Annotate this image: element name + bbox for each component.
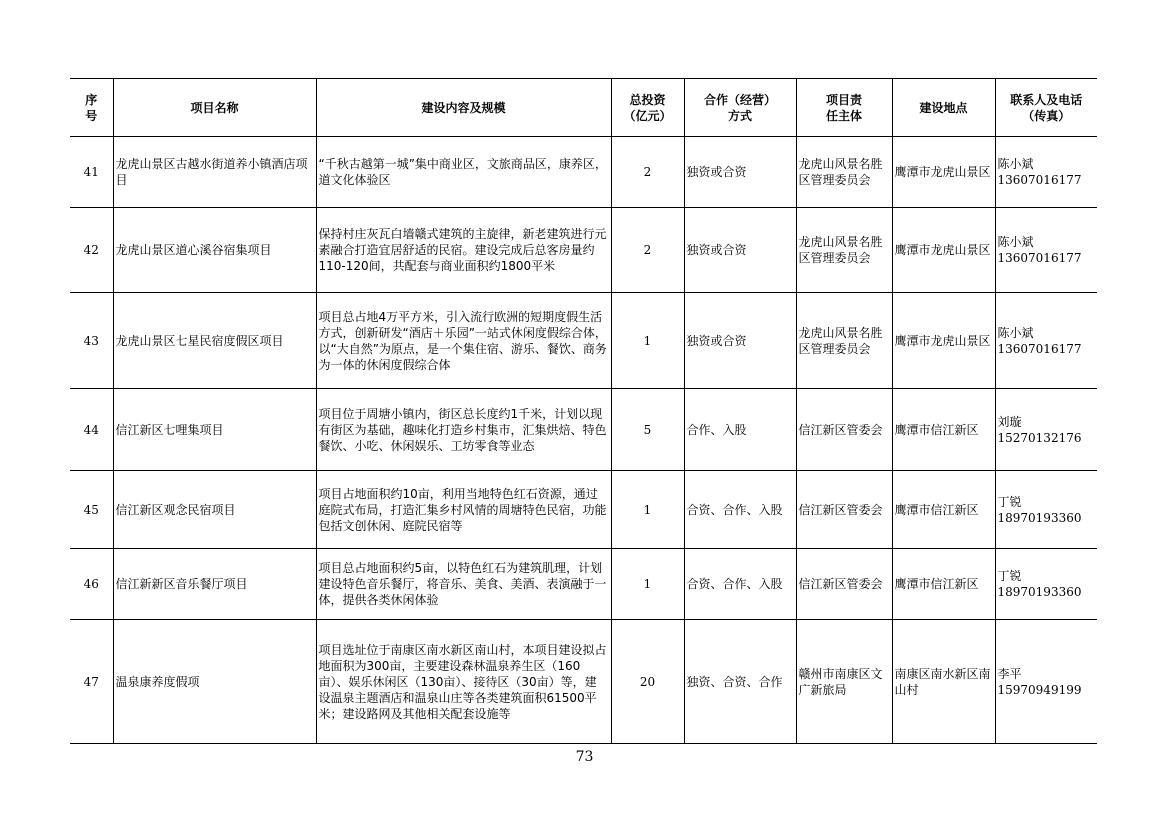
location: 鹰潭市龙虎山景区	[892, 293, 995, 389]
cooperation-mode: 独资、合资、合作	[684, 620, 796, 744]
contact	[995, 293, 1097, 389]
investment: 2	[611, 208, 684, 293]
row-number: 47	[70, 620, 113, 744]
location: 鹰潭市龙虎山景区	[892, 137, 995, 208]
project-content: 保持村庄灰瓦白墙赣式建筑的主旋律，新老建筑进行元素融合打造宜居舒适的民宿。建设完成后总客房量约110-120间，共配套与商业面积约1800平米	[316, 208, 611, 293]
investment: 20	[611, 620, 684, 744]
contact-name: 刘璇	[997, 414, 1022, 429]
location: 鹰潭市龙虎山景区	[892, 208, 995, 293]
responsible-body: 龙虎山风景名胜区管理委员会	[796, 208, 892, 293]
contact-name: 陈小斌	[997, 157, 1034, 171]
contact-name: 丁锐	[997, 494, 1022, 509]
responsible-body: 龙虎山风景名胜区管理委员会	[796, 293, 892, 389]
contact	[995, 389, 1097, 471]
project-name: 信江新区观念民宿项目	[113, 471, 316, 549]
header-content: 建设内容及规模	[316, 79, 611, 137]
header-owner: 项目责 任主体	[796, 79, 892, 137]
table-row	[70, 137, 1097, 208]
project-content: “千秋古越第一城”集中商业区，文旅商品区，康养区，道文化体验区	[316, 137, 611, 208]
header-name: 项目名称	[113, 79, 316, 137]
responsible-body: 信江新区管委会	[796, 471, 892, 549]
contact-phone: 13607016177	[997, 251, 1082, 265]
table-header-row	[70, 79, 1097, 137]
row-number: 43	[70, 293, 113, 389]
responsible-body: 信江新区管委会	[796, 389, 892, 471]
contact	[995, 137, 1097, 208]
project-content: 项目位于周塘小镇内，街区总长度约1千米，计划以现有街区为基础，趣味化打造乡村集市，汇集烘焙、特色餐饮、小吃、休闲娱乐、工坊零食等业态	[316, 389, 611, 471]
table-row	[70, 471, 1097, 549]
row-number: 46	[70, 549, 113, 620]
project-content: 项目占地面积约10亩，利用当地特色红石资源，通过庭院式布局，打造汇集乡村风情的周塘特色民宿，功能包括文创休闲、庭院民宿等	[316, 471, 611, 549]
project-name: 龙虎山景区七星民宿度假区项目	[113, 293, 316, 389]
contact-phone: 15970949199	[997, 682, 1082, 697]
table-row	[70, 293, 1097, 389]
page-number: 73	[575, 749, 594, 765]
cooperation-mode: 独资或合资	[684, 137, 796, 208]
cooperation-mode: 合资、合作、入股	[684, 549, 796, 620]
table-row	[70, 389, 1097, 471]
investment: 1	[611, 293, 684, 389]
cooperation-mode: 合作、入股	[684, 389, 796, 471]
row-number: 44	[70, 389, 113, 471]
cooperation-mode: 独资或合资	[684, 208, 796, 293]
project-name: 龙虎山景区古越水街道养小镇酒店项目	[113, 137, 316, 208]
project-content: 项目总占地4万平方米，引入流行欧洲的短期度假生活方式，创新研发“酒店＋乐园”一站式休闲度假综合体，以“大自然”为原点，是一个集住宿、游乐、餐饮、商务为一体的休闲度假综合体	[316, 293, 611, 389]
header-investment: 总投资 （亿元）	[611, 79, 684, 137]
row-number: 42	[70, 208, 113, 293]
table-row	[70, 208, 1097, 293]
contact	[995, 620, 1097, 744]
project-content: 项目选址位于南康区南水新区南山村，本项目建设拟占地面积为300亩，主要建设森林温泉养生区（160亩）、娱乐休闲区（130亩）、接待区（30亩）等，建设温泉主题酒店和温泉山庄等各类建筑面积61500平米；建设路网及其他相关配套设施等	[316, 620, 611, 744]
row-number: 45	[70, 471, 113, 549]
location: 鹰潭市信江新区	[892, 471, 995, 549]
contact	[995, 471, 1097, 549]
header-contact: 联系人及电话 （传真）	[995, 79, 1097, 137]
contact-name: 陈小斌	[997, 235, 1034, 249]
table-row	[70, 620, 1097, 744]
table-row	[70, 549, 1097, 620]
project-table	[70, 78, 1097, 744]
header-no: 序 号	[70, 79, 113, 137]
responsible-body: 龙虎山风景名胜区管理委员会	[796, 137, 892, 208]
cooperation-mode: 合资、合作、入股	[684, 471, 796, 549]
project-content: 项目总占地面积约5亩，以特色红石为建筑肌理，计划建设特色音乐餐厅，将音乐、美食、美酒、表演融于一体，提供各类休闲体验	[316, 549, 611, 620]
contact-phone: 18970193360	[997, 585, 1082, 599]
contact	[995, 208, 1097, 293]
contact-phone: 13607016177	[997, 173, 1082, 187]
cooperation-mode: 独资或合资	[684, 293, 796, 389]
location: 鹰潭市信江新区	[892, 549, 995, 620]
project-name: 龙虎山景区道心溪谷宿集项目	[113, 208, 316, 293]
contact-phone: 18970193360	[997, 510, 1082, 525]
contact-name: 李平	[997, 666, 1022, 681]
project-name: 信江新新区音乐餐厅项目	[113, 549, 316, 620]
contact	[995, 549, 1097, 620]
contact-phone: 15270132176	[997, 430, 1082, 445]
responsible-body: 信江新区管委会	[796, 549, 892, 620]
contact-name: 丁锐	[997, 569, 1022, 583]
project-name: 温泉康养度假项	[113, 620, 316, 744]
header-location: 建设地点	[892, 79, 995, 137]
row-number: 41	[70, 137, 113, 208]
investment: 2	[611, 137, 684, 208]
investment: 1	[611, 471, 684, 549]
contact-phone: 13607016177	[997, 341, 1082, 356]
investment: 5	[611, 389, 684, 471]
contact-name: 陈小斌	[997, 325, 1034, 340]
project-name: 信江新区七哩集项目	[113, 389, 316, 471]
header-cooperation: 合作（经营） 方式	[684, 79, 796, 137]
location: 南康区南水新区南山村	[892, 620, 995, 744]
responsible-body: 赣州市南康区文广新旅局	[796, 620, 892, 744]
location: 鹰潭市信江新区	[892, 389, 995, 471]
investment: 1	[611, 549, 684, 620]
